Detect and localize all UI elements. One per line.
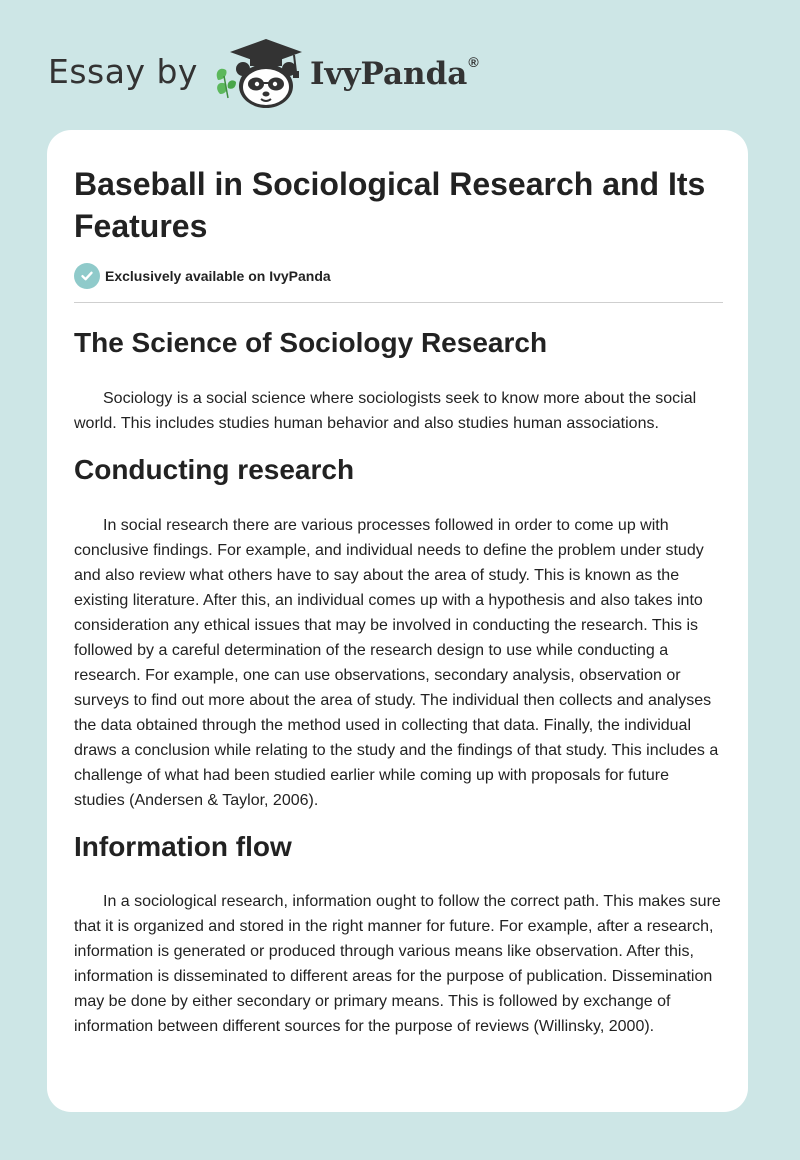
site-header xyxy=(48,36,479,110)
article-card xyxy=(47,130,748,1112)
section-paragraph-science-of-sociology: Sociology is a social science where sociologists seek to know more about the social world. This includes studies human behavior and also studies human associations. xyxy=(74,390,697,432)
exclusive-badge xyxy=(74,263,331,289)
brand-name[interactable] xyxy=(310,56,479,92)
section-heading-conducting-research: Conducting research xyxy=(74,454,355,485)
check-circle-icon xyxy=(74,263,100,289)
divider xyxy=(74,302,723,303)
exclusive-label: Exclusively available on IvyPanda xyxy=(105,268,331,284)
brand-name-text: IvyPanda xyxy=(309,56,468,92)
section-heading-information-flow: Information flow xyxy=(74,831,292,862)
section-paragraph-conducting-research: In social research there are various processes followed in order to come up with conclusive findings. For example, and individual needs to define the problem under study and also review what others have to say about the area of study. This is known as the existing literature. After this, an individual comes up with a hypothesis and also takes into consideration any ethical issues that may be involved in conducting the research. This is followed by a careful determination of the research design to use while conducting a research. For example, one can use observations, secondary analysis, observation or surveys to find out more about the area of study. The individual then collects and analyses the data obtained through the method used in collecting that data. Finally, the individual draws a conclusion while relating to the study and the findings of that study. This includes a challenge of what had been studied earlier while coming up with proposals for future studies (Andersen & Taylor, 2006). xyxy=(74,517,719,809)
panda-graduation-cap-icon[interactable] xyxy=(214,36,306,110)
essay-by-label: Essay by xyxy=(48,51,198,91)
article-title: Baseball in Sociological Research and Its Features xyxy=(74,166,706,244)
registered-mark: ® xyxy=(468,54,479,70)
section-heading-science-of-sociology: The Science of Sociology Research xyxy=(74,327,548,358)
section-paragraph-information-flow: In a sociological research, information ought to follow the correct path. This makes sure that it is organized and stored in the right manner for future. For example, after a research, information is generated or produced through various means like observation. After this, information is disseminated to different areas for the purpose of publication. Dissemination may be done by either secondary or primary means. This is followed by exchange of information between different sources for the purpose of reviews (Willinsky, 2000). xyxy=(74,893,721,1035)
